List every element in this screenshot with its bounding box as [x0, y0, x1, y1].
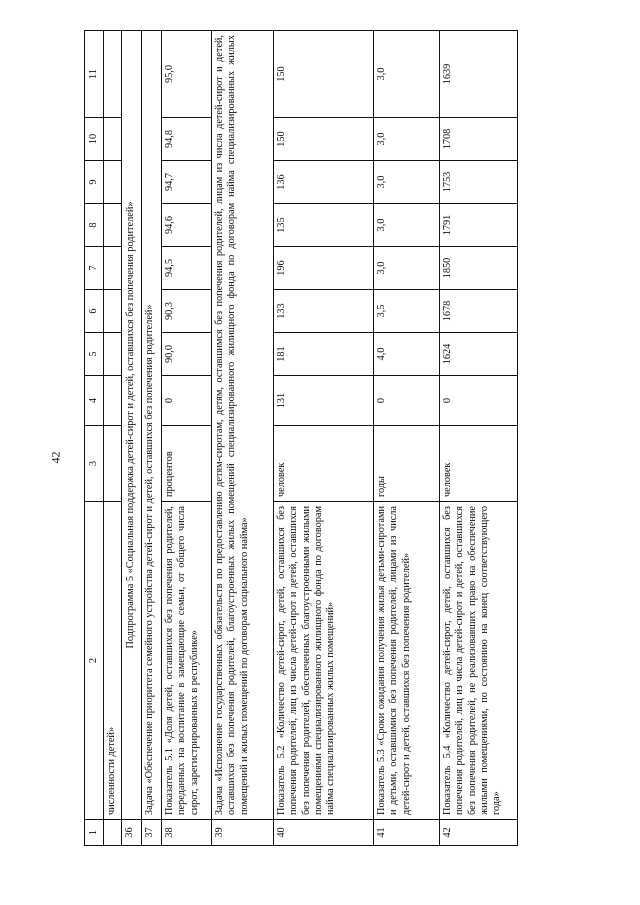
value-cell: 3,0 — [374, 31, 440, 118]
value-cell — [104, 247, 122, 290]
value-cell: 95,0 — [162, 31, 212, 118]
value-cell: 3,5 — [374, 290, 440, 333]
row-number: 37 — [142, 820, 162, 846]
table-row — [104, 31, 122, 846]
value-cell — [104, 290, 122, 333]
value-cell: 150 — [274, 118, 374, 161]
value-cell: 3,0 — [374, 161, 440, 204]
value-cell — [104, 376, 122, 426]
value-cell: 1639 — [440, 31, 518, 118]
header-cell: 1 — [85, 820, 104, 846]
value-cell: 1753 — [440, 161, 518, 204]
value-cell: 1624 — [440, 333, 518, 376]
header-cell: 6 — [85, 290, 104, 333]
value-cell — [104, 118, 122, 161]
row-number: 42 — [440, 820, 518, 846]
value-cell: 0 — [440, 376, 518, 426]
value-cell: 1791 — [440, 204, 518, 247]
unit-cell — [104, 426, 122, 502]
table-row — [142, 31, 162, 846]
value-cell: 4,0 — [374, 333, 440, 376]
indicator-text: Показатель 5.1 «Доля детей, оставшихся без попечения родителей, переданных на воспитание в замещающие семьи, от общего числа сирот, зарегистрированных в республике» — [162, 502, 212, 820]
row-number: 38 — [162, 820, 212, 846]
value-cell: 131 — [274, 376, 374, 426]
value-cell: 196 — [274, 247, 374, 290]
header-cell: 10 — [85, 118, 104, 161]
table-row — [162, 31, 212, 846]
value-cell: 3,0 — [374, 204, 440, 247]
header-row — [85, 31, 104, 846]
unit-cell: годы — [374, 426, 440, 502]
unit-cell: человек — [274, 426, 374, 502]
document-page — [36, 0, 636, 905]
table-row — [440, 31, 518, 846]
row-number: 40 — [274, 820, 374, 846]
table-row — [374, 31, 440, 846]
table-row — [274, 31, 374, 846]
value-cell: 133 — [274, 290, 374, 333]
task-title: Задача «Обеспечение приоритета семейного устройства детей-сирот и детей, оставшихся без попечения родителей» — [142, 31, 162, 820]
indicators-table — [84, 30, 518, 846]
header-cell: 11 — [85, 31, 104, 118]
value-cell: 94,5 — [162, 247, 212, 290]
table-row — [122, 31, 142, 846]
value-cell: 135 — [274, 204, 374, 247]
header-cell: 7 — [85, 247, 104, 290]
value-cell: 0 — [162, 376, 212, 426]
value-cell — [104, 161, 122, 204]
value-cell: 94,6 — [162, 204, 212, 247]
header-cell: 3 — [85, 426, 104, 502]
value-cell — [104, 333, 122, 376]
value-cell: 94,7 — [162, 161, 212, 204]
rotated-table-container — [84, 31, 632, 846]
value-cell: 90,0 — [162, 333, 212, 376]
page-number: 42 — [48, 451, 63, 464]
value-cell: 181 — [274, 333, 374, 376]
header-cell: 9 — [85, 161, 104, 204]
value-cell: 3,0 — [374, 118, 440, 161]
value-cell: 1850 — [440, 247, 518, 290]
task-title: Задача «Исполнение государственных обязательств по предоставлению детям-сиротам, детям, оставшимся без попечения родителей, лицам из числа детей-сирот и детей, оставшихся без попечения родителей, благоустроенных жилых помещений специализированного жилищного фонда по договорам найма специализированных жилых помещений и жилых помещений по договорам социального найма» — [212, 31, 274, 820]
value-cell: 136 — [274, 161, 374, 204]
value-cell: 1708 — [440, 118, 518, 161]
subprogram-title: Подпрограмма 5 «Социальная поддержка детей-сирот и детей, оставшихся без попечения родителей» — [122, 31, 142, 820]
value-cell — [104, 31, 122, 118]
indicator-text: Показатель 5.2 «Количество детей-сирот, детей, оставшихся без попечения родителей, лиц из числа детей-сирот и детей, оставшихся без попечения родителей, обеспеченных благоустроенными жилыми помещениями специализированного жилищного фонда по договорам найма специализированных жилых помещений» — [274, 502, 374, 820]
row-number: 41 — [374, 820, 440, 846]
indicator-text: Показатель 5.4 «Количество детей-сирот, детей, оставшихся без попечения родителей, лиц из числа детей-сирот и детей, оставшихся без попечения родителей, не реализовавших право на обеспечение жилыми помещениями, по состоянию на конец соответствующего года» — [440, 502, 518, 820]
value-cell: 0 — [374, 376, 440, 426]
value-cell: 90,3 — [162, 290, 212, 333]
indicator-text: численности детей» — [104, 502, 122, 820]
table-row — [212, 31, 274, 846]
header-cell: 5 — [85, 333, 104, 376]
value-cell: 94,8 — [162, 118, 212, 161]
indicator-text: Показатель 5.3 «Сроки ожидания получения жилья детьми-сиротами и детьми, оставшимися без попечения родителей, лицами из числа детей-сирот и детей, оставшихся без попечения родителей» — [374, 502, 440, 820]
value-cell: 3,0 — [374, 247, 440, 290]
row-number: 36 — [122, 820, 142, 846]
unit-cell: человек — [440, 426, 518, 502]
value-cell — [104, 204, 122, 247]
row-number — [104, 820, 122, 846]
value-cell: 1678 — [440, 290, 518, 333]
value-cell: 150 — [274, 31, 374, 118]
row-number: 39 — [212, 820, 274, 846]
unit-cell: процентов — [162, 426, 212, 502]
header-cell: 8 — [85, 204, 104, 247]
header-cell: 2 — [85, 502, 104, 820]
header-cell: 4 — [85, 376, 104, 426]
